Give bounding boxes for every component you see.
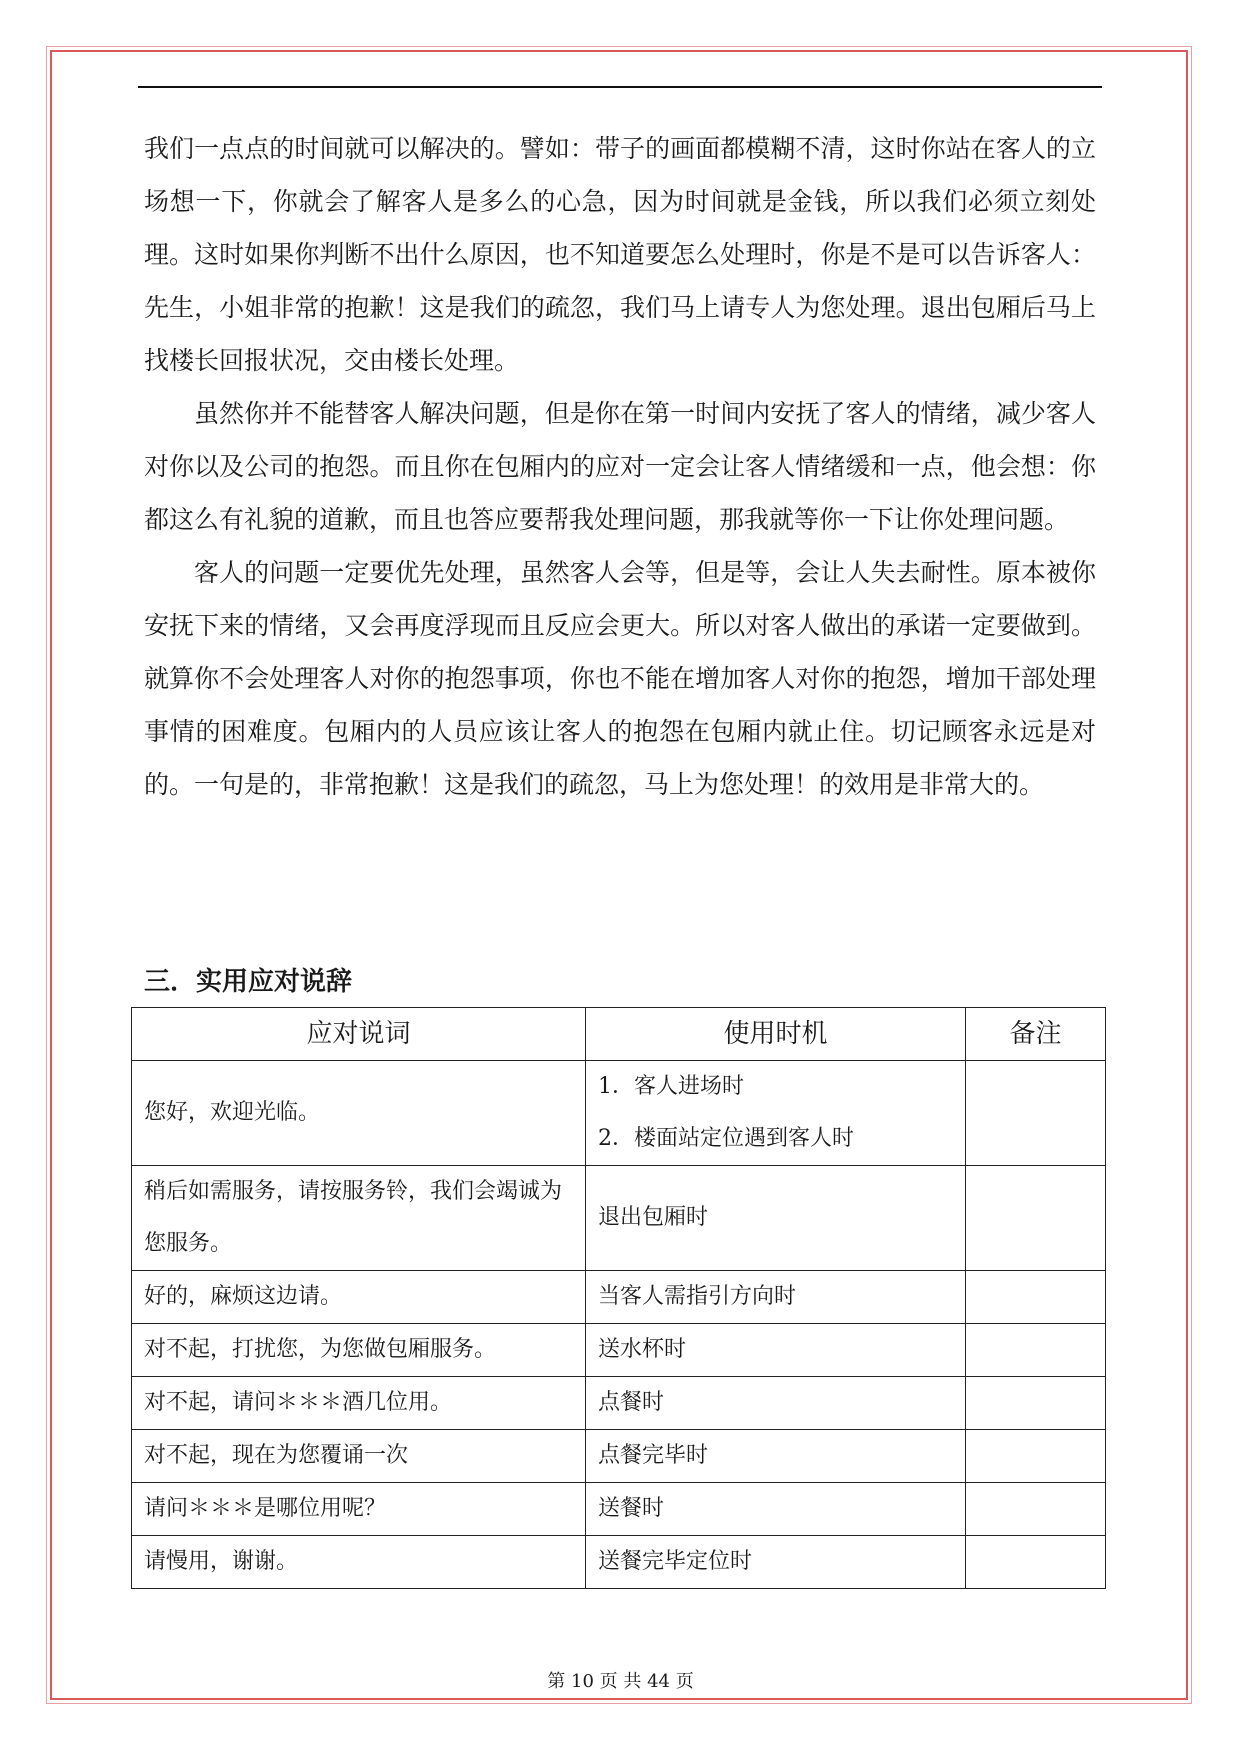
note-cell bbox=[966, 1166, 1106, 1271]
note-cell bbox=[966, 1324, 1106, 1377]
reply-phrases-table bbox=[131, 1007, 1106, 1589]
table-header-row bbox=[132, 1008, 1106, 1061]
page-number: 第 10 页 共 44 页 bbox=[547, 1671, 694, 1692]
table-row bbox=[132, 1430, 1106, 1483]
timing-line: 2．楼面站定位遇到客人时 bbox=[598, 1126, 854, 1151]
table-row bbox=[132, 1483, 1106, 1536]
timing-cell: 点餐时 bbox=[586, 1377, 966, 1430]
header-timing: 使用时机 bbox=[586, 1008, 966, 1061]
timing-cell: 送餐时 bbox=[586, 1483, 966, 1536]
note-cell bbox=[966, 1377, 1106, 1430]
phrase-cell: 请慢用，谢谢。 bbox=[132, 1536, 586, 1589]
paragraph-2: 虽然你并不能替客人解决问题，但是你在第一时间内安抚了客人的情绪，减少客人对你以及公司的抱怨。而且你在包厢内的应对一定会让客人情绪缓和一点，他会想：你都这么有礼貌的道歉，而且也答应要帮我处理问题，那我就等你一下让你处理问题。 bbox=[144, 399, 1096, 534]
body-text bbox=[144, 122, 1096, 811]
phrase-cell: 对不起，打扰您，为您做包厢服务。 bbox=[132, 1324, 586, 1377]
table-row bbox=[132, 1271, 1106, 1324]
phrase-cell: 您好，欢迎光临。 bbox=[132, 1061, 586, 1166]
timing-cell: 退出包厢时 bbox=[586, 1166, 966, 1271]
timing-cell: 当客人需指引方向时 bbox=[586, 1271, 966, 1324]
header-note: 备注 bbox=[966, 1008, 1106, 1061]
header-phrase: 应对说词 bbox=[132, 1008, 586, 1061]
timing-cell: 送餐完毕定位时 bbox=[586, 1536, 966, 1589]
table-row bbox=[132, 1324, 1106, 1377]
phrase-cell: 好的，麻烦这边请。 bbox=[132, 1271, 586, 1324]
header-rule bbox=[138, 86, 1102, 88]
phrase-cell: 稍后如需服务，请按服务铃，我们会竭诚为您服务。 bbox=[132, 1166, 586, 1271]
timing-cell: 点餐完毕时 bbox=[586, 1430, 966, 1483]
table-row bbox=[132, 1061, 1106, 1166]
phrase-cell: 对不起，现在为您覆诵一次 bbox=[132, 1430, 586, 1483]
timing-cell: 送水杯时 bbox=[586, 1324, 966, 1377]
note-cell bbox=[966, 1536, 1106, 1589]
note-cell bbox=[966, 1483, 1106, 1536]
phrase-cell: 对不起，请问＊＊＊酒几位用。 bbox=[132, 1377, 586, 1430]
paragraph-1: 我们一点点的时间就可以解决的。譬如：带子的画面都模糊不清，这时你站在客人的立场想一下，你就会了解客人是多么的心急，因为时间就是金钱，所以我们必须立刻处理。这时如果你判断不出什么原因，也不知道要怎么处理时，你是不是可以告诉客人：先生，小姐非常的抱歉！这是我们的疏忽，我们马上请专人为您处理。退出包厢后马上找楼长回报状况，交由楼长处理。 bbox=[144, 134, 1096, 375]
table-row bbox=[132, 1377, 1106, 1430]
note-cell bbox=[966, 1271, 1106, 1324]
note-cell bbox=[966, 1061, 1106, 1166]
table-row bbox=[132, 1166, 1106, 1271]
timing-cell bbox=[586, 1061, 966, 1166]
section-heading: 三．实用应对说辞 bbox=[144, 967, 353, 997]
table-row bbox=[132, 1536, 1106, 1589]
phrase-cell: 请问＊＊＊是哪位用呢？ bbox=[132, 1483, 586, 1536]
timing-line: 1．客人进场时 bbox=[598, 1074, 744, 1099]
note-cell bbox=[966, 1430, 1106, 1483]
paragraph-3: 客人的问题一定要优先处理，虽然客人会等，但是等，会让人失去耐性。原本被你安抚下来的情绪，又会再度浮现而且反应会更大。所以对客人做出的承诺一定要做到。就算你不会处理客人对你的抱怨事项，你也不能在增加客人对你的抱怨，增加干部处理事情的困难度。包厢内的人员应该让客人的抱怨在包厢内就止住。切记顾客永远是对的。一句是的，非常抱歉！这是我们的疏忽，马上为您处理！的效用是非常大的。 bbox=[144, 558, 1096, 799]
